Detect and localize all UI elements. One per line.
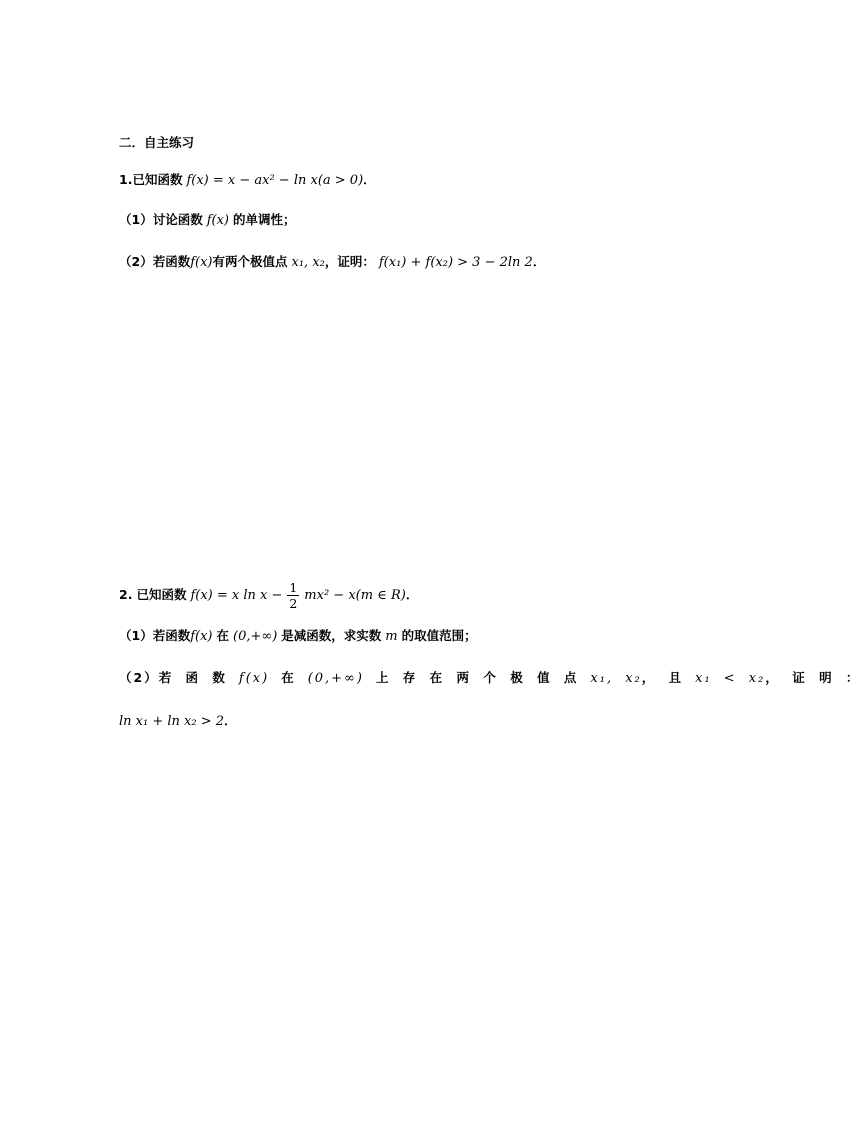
problem-2-formula-a: f(x) = x ln x − bbox=[190, 588, 283, 603]
problem-1-part-1 bbox=[119, 211, 296, 230]
section-heading: 二．自主练习 bbox=[119, 135, 195, 150]
part-text: 在 bbox=[216, 628, 230, 643]
part-label: （1） bbox=[119, 212, 153, 227]
part-end: ． bbox=[532, 254, 546, 269]
part-formula: f(x) bbox=[190, 629, 213, 644]
part-text: 若函数 bbox=[152, 254, 191, 269]
part-formula: ln x₁ + ln x₂ > 2 bbox=[119, 714, 224, 729]
part-text: 的单调性； bbox=[232, 212, 296, 227]
problem-1-formula: f(x) = x − ax² − ln x(a > 0) bbox=[186, 173, 364, 188]
fraction bbox=[287, 580, 299, 611]
part-formula: f(x₁) + f(x₂) > 3 − 2ln 2 bbox=[378, 255, 533, 270]
problem-1-end: ． bbox=[363, 172, 376, 187]
part-text: 在 bbox=[281, 670, 296, 685]
problem-2-part-1 bbox=[119, 627, 477, 646]
part-formula: (0,+∞) bbox=[233, 629, 278, 644]
problem-2-end: ． bbox=[405, 587, 419, 602]
part-formula: f(x) bbox=[190, 255, 213, 270]
part-label: （2） bbox=[119, 254, 153, 269]
part-formula: m bbox=[385, 629, 398, 644]
part-text: ， 且 bbox=[641, 670, 684, 685]
part-label: （2） bbox=[119, 670, 159, 685]
part-text: 是减函数，求实数 bbox=[281, 628, 382, 643]
part-formula: f(x) bbox=[206, 213, 229, 228]
problem-2-intro: 已知函数 bbox=[136, 587, 187, 602]
part-text: ， 证 明 ： bbox=[765, 670, 860, 685]
part-end: ． bbox=[224, 713, 237, 728]
part-text: 上 存 在 两 个 极 值 点 bbox=[375, 670, 579, 685]
part-text: 的取值范围； bbox=[401, 628, 477, 643]
part-formula: x₁ < x₂ bbox=[695, 671, 766, 686]
fraction-numerator: 1 bbox=[289, 580, 298, 595]
part-text: 有两个极值点 bbox=[212, 254, 288, 269]
part-formula: x₁, x₂ bbox=[291, 255, 325, 270]
problem-2-part-2 bbox=[119, 669, 860, 688]
problem-1-part-2 bbox=[119, 253, 545, 272]
part-formula: (0,+∞) bbox=[307, 671, 364, 686]
problem-2-number: 2. bbox=[119, 587, 133, 602]
problem-2-formula-b: mx² − x(m ∈ R) bbox=[304, 588, 406, 603]
part-text: 讨论函数 bbox=[152, 212, 203, 227]
problem-1-number: 1. bbox=[119, 172, 133, 187]
problem-2-statement bbox=[119, 580, 418, 611]
part-label: （1） bbox=[119, 628, 153, 643]
part-text: ，证明： bbox=[324, 254, 375, 269]
problem-1-intro: 已知函数 bbox=[132, 172, 183, 187]
part-text: 若函数 bbox=[152, 628, 191, 643]
part-text: 若 函 数 bbox=[158, 670, 227, 685]
problem-1-statement bbox=[119, 171, 376, 190]
problem-2-part-2-continuation bbox=[119, 712, 237, 731]
part-formula: f(x) bbox=[238, 671, 270, 686]
fraction-denominator: 2 bbox=[289, 596, 298, 611]
part-formula: x₁, x₂ bbox=[590, 671, 642, 686]
